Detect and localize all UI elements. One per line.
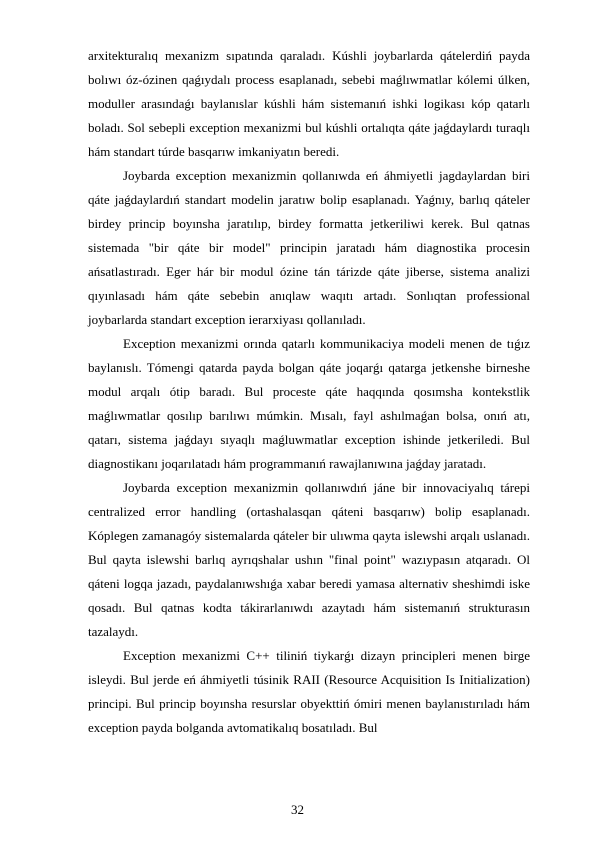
paragraph-1: arxitekturalıq mexanizm sıpatında qaraladı. Kúshli joybarlarda qátelerdiń payda bolıwı óz-ózinen qaǵıydalı process esaplanadı, sebebi maǵlıwmatlar kólemi úlken, moduller arasındaǵı baylanıslar kúshli hám sistemanıń ishki logikası kóp qatarlı boladı. Sol sebepli exception mexanizmi bul kúshli ortalıqta qáte jaǵdaylardı turaqlı hám standart túrde basqarıw imkaniyatın beredi.	[88, 48, 530, 159]
page-number: 32	[291, 802, 304, 817]
paragraph-5: Exception mexanizmi C++ tiliniń tiykarǵı dizayn principleri menen birge isleydi. Bul jerde eń áhmiyetli túsinik RAII (Resource Acquisition Is Initialization) principi. Bul princip boyınsha resurslar obyekttiń ómiri menen baylanıstırıladı hám exception payda bolganda avtomatikalıq bosatıladı. Bul	[88, 648, 530, 735]
document-body	[88, 44, 530, 740]
paragraph-2: Joybarda exception mexanizmin qollanıwda eń áhmiyetli jagdaylardan biri qáte jaǵdaylardıń standart modelin jaratıw bolip esaplanadı. Yaǵnıy, barlıq qáteler birdey princip boyınsha jaratılıp, birdey formatta jetkeriliwi kerek. Bul qatnas sistemada "bir qáte bir model" principin jaratadı hám diagnostika procesin ańsatlastıradı. Eger hár bir modul ózine tán tárizde qáte jiberse, sistema analizi qıyınlasadı hám qáte sebebin anıqlaw waqıtı artadı. Sonlıqtan professional joybarlarda standart exception ierarxiyası qollanıladı.	[88, 168, 530, 327]
paragraph-3: Exception mexanizmi orında qatarlı kommunikaciya modeli menen de tıǵız baylanıslı. Tómengi qatarda payda bolgan qáte joqarǵı qatarga jetkenshe birneshe modul arqalı ótip baradı. Bul proceste qáte haqqında qosımsha kontekstlik maǵlıwmatlar qosılıp barılıwı múmkin. Mısalı, fayl ashılmaǵan bolsa, onıń atı, qatarı, sistema jaǵdayı sıyaqlı maǵluwmatlar exception ishinde jetkeriledi. Bul diagnostikanı joqarılatadı hám programmanıń rawajlanıwına jaǵday jaratadı.	[88, 336, 530, 471]
paragraph-4: Joybarda exception mexanizmin qollanıwdıń jáne bir innovaciyalıq tárepi centralized error handling (ortashalasqan qáteni basqarıw) bolip esaplanadı. Kóplegen zamanagóy sistemalarda qáteler bir ulıwma qayta islewshi arqalı uslanadı. Bul qayta islewshi barlıq ayrıqshalar ushın "final point" wazıypasın atqaradı. Ol qáteni logqa jazadı, paydalanıwshıǵa xabar beredi yamasa alternativ sheshimdi iske qosadı. Bul qatnas kodta tákirarlanıwdı azaytadı hám sistemanıń strukturasın tazalaydı.	[88, 480, 530, 639]
